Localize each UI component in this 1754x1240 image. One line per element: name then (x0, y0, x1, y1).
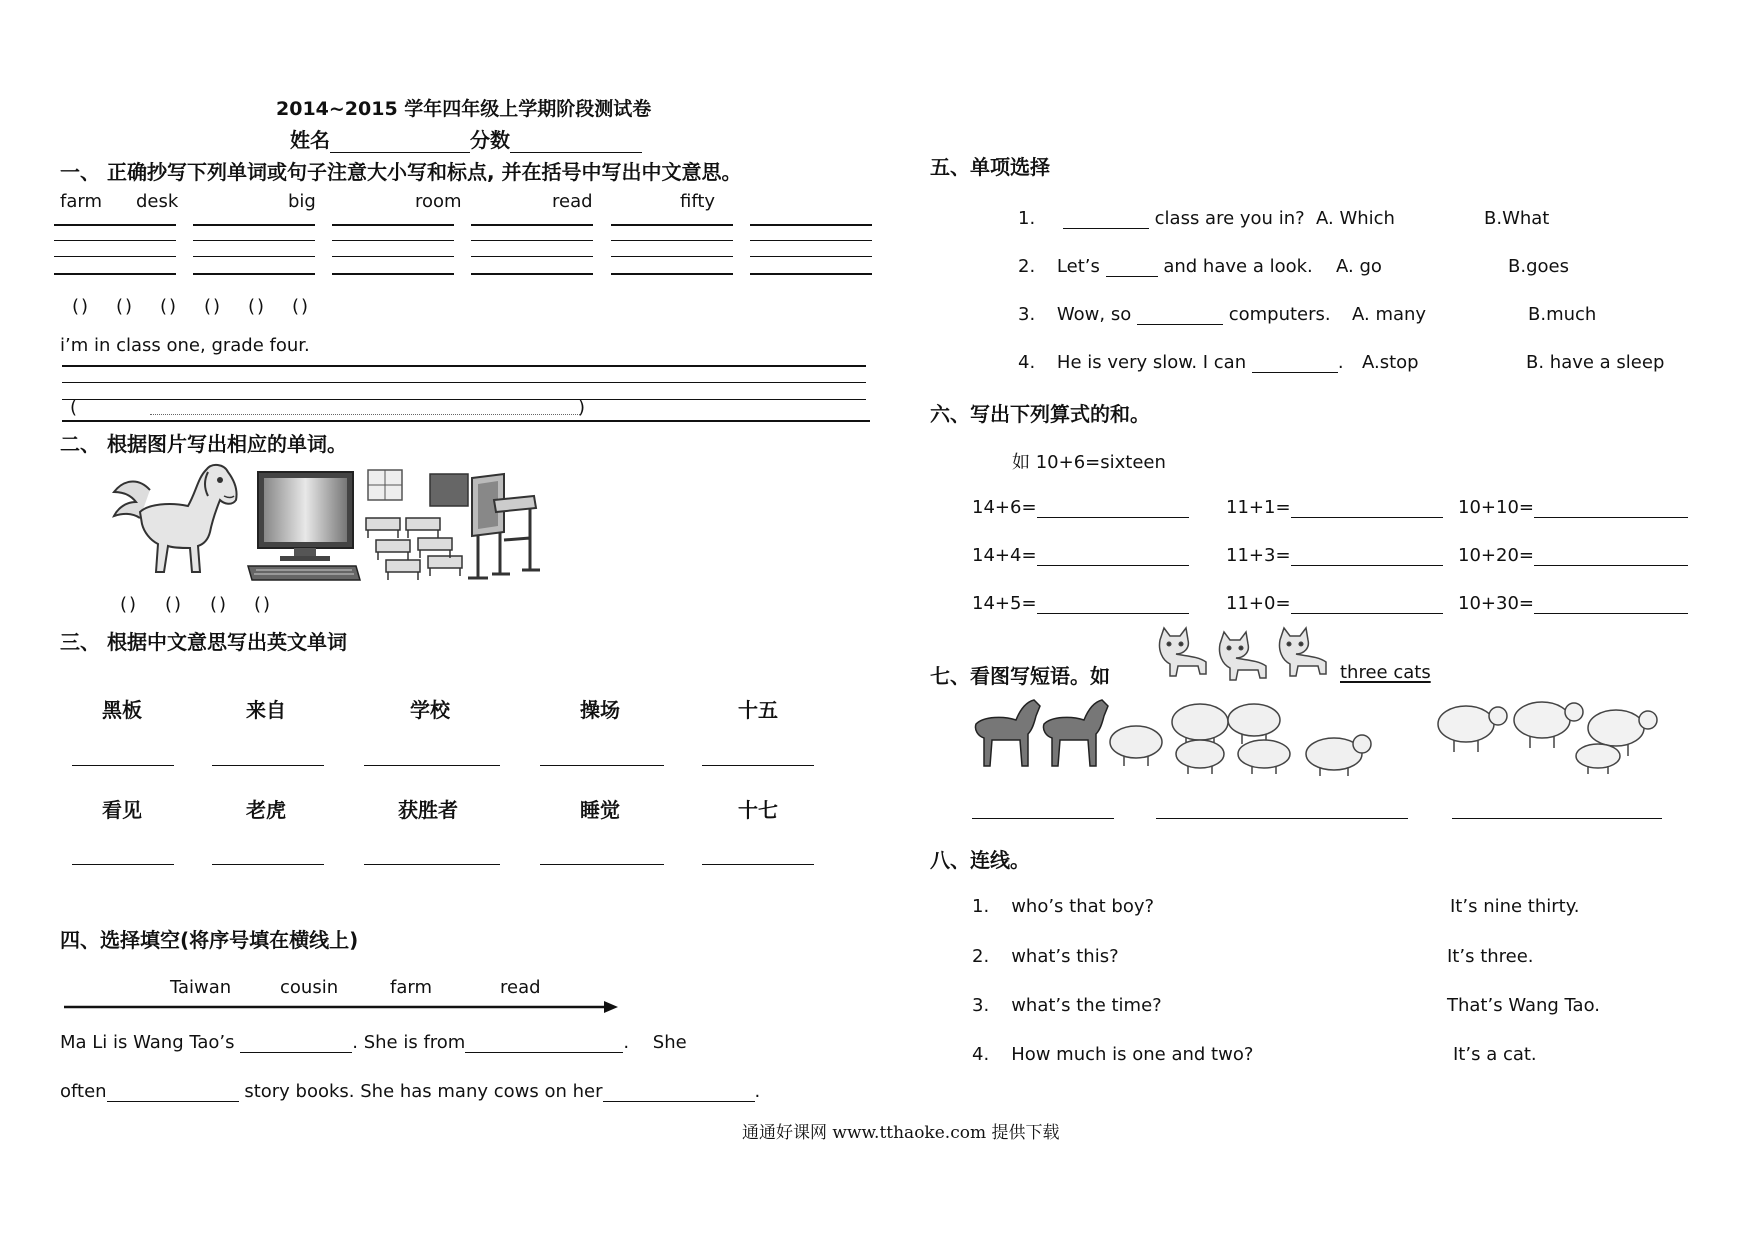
s6-blank[interactable] (1534, 595, 1688, 614)
s8-right-3[interactable]: That’s Wang Tao. (1447, 995, 1601, 1016)
s4-blank-2[interactable] (465, 1034, 623, 1053)
s1-paren-2[interactable]: () (116, 296, 135, 317)
s5-option-1a[interactable]: A. Which (1316, 208, 1395, 229)
page-title: 2014~2015 学年四年级上学期阶段测试卷 (276, 98, 652, 120)
s6-cell-1-1: 14+6= (972, 497, 1189, 518)
s4-sentence-2 (60, 1081, 760, 1102)
s8-left-3[interactable]: 3. what’s the time? (972, 995, 1162, 1016)
s6-cell-1-3: 10+10= (1458, 497, 1688, 518)
s6-cell-3-3: 10+30= (1458, 593, 1688, 614)
s1-paren-6[interactable]: () (292, 296, 311, 317)
s7-example-answer: three cats (1340, 662, 1431, 683)
section-5-heading: 五、单项选择 (930, 155, 1050, 179)
s5-blank-3[interactable] (1137, 306, 1223, 325)
s3-word-fifteen: 十五 (738, 698, 778, 722)
s4-option-taiwan: Taiwan (170, 977, 232, 998)
name-score-row (290, 124, 642, 153)
section-8-heading: 八、连线。 (930, 848, 1030, 872)
s3-word-blackboard: 黑板 (102, 698, 142, 722)
name-label: 姓名 (290, 128, 330, 152)
section-3-heading: 三、 根据中文意思写出英文单词 (60, 630, 347, 654)
s5-pre-2: Let’s (1056, 256, 1100, 277)
s6-blank[interactable] (1291, 547, 1443, 566)
s5-option-2a[interactable]: A. go (1336, 256, 1382, 277)
s4-option-cousin: cousin (280, 977, 339, 998)
s2-paren-2[interactable]: () (165, 594, 184, 615)
pigs-and-sheep-drawing (1104, 692, 1374, 778)
s4-line2-part-a: often (60, 1081, 107, 1102)
s5-option-4a[interactable]: A.stop (1362, 352, 1419, 373)
s3-word-playground: 操场 (580, 698, 620, 722)
s1-word-read: read (552, 191, 593, 212)
sheep-drawing (1436, 692, 1664, 776)
school-desk-chair-drawing (464, 474, 544, 586)
s6-cell-3-2: 11+0= (1226, 593, 1443, 614)
s5-num-1: 1. (1018, 208, 1036, 229)
s1-word-room: room (415, 191, 462, 212)
s5-text-1: class are you in? (1154, 208, 1305, 229)
cats-drawing (1150, 620, 1336, 682)
s4-blank-3[interactable] (107, 1083, 239, 1102)
s6-blank[interactable] (1291, 499, 1443, 518)
s4-sentence-1 (60, 1032, 687, 1053)
s6-blank[interactable] (1534, 499, 1688, 518)
s3-word-see: 看见 (102, 798, 142, 822)
s4-blank-1[interactable] (240, 1034, 352, 1053)
s1-paren-3[interactable]: () (160, 296, 179, 317)
s1-paren-close: ) (578, 397, 586, 418)
s5-pre-4: He is very slow. I can (1056, 352, 1247, 373)
s6-cell-2-3: 10+20= (1458, 545, 1688, 566)
s6-cell-2-2: 11+3= (1226, 545, 1443, 566)
s5-text-2: and have a look. (1163, 256, 1313, 277)
horses-drawing (970, 694, 1118, 774)
s6-example: 如 10+6=sixteen (1012, 452, 1166, 473)
s3-word-from: 来自 (246, 698, 286, 722)
s5-num-3: 3. (1018, 304, 1036, 325)
s5-text-3: computers. (1228, 304, 1331, 325)
s4-option-read: read (500, 977, 541, 998)
footer-text: 通通好课网 www.tthaoke.com 提供下载 (742, 1123, 1060, 1143)
s1-word-desk: desk (136, 191, 179, 212)
section-2-heading: 二、 根据图片写出相应的单词。 (60, 432, 347, 456)
s1-paren-open: ( (70, 397, 78, 418)
s5-option-2b[interactable]: B.goes (1508, 256, 1569, 277)
s1-word-big: big (288, 191, 316, 212)
s2-paren-1[interactable]: () (120, 594, 139, 615)
s4-line1-part-a: Ma Li is Wang Tao’s (60, 1032, 235, 1053)
s4-line2-part-b: story books. She has many cows on her (244, 1081, 603, 1102)
s5-text-4: . (1337, 352, 1344, 373)
classroom-desks-drawing (362, 468, 472, 583)
s3-word-school: 学校 (410, 698, 450, 722)
s8-right-2[interactable]: It’s three. (1447, 946, 1534, 967)
s4-line1-part-b: . She is from (352, 1032, 466, 1053)
s4-line1-part-c: . (623, 1032, 630, 1053)
s6-blank[interactable] (1291, 595, 1443, 614)
s5-blank-4[interactable] (1252, 354, 1338, 373)
s4-option-farm: farm (390, 977, 432, 998)
s6-cell-2-1: 14+4= (972, 545, 1189, 566)
score-blank[interactable] (510, 134, 642, 153)
s6-cell-1-2: 11+1= (1226, 497, 1443, 518)
s5-option-1b[interactable]: B.What (1484, 208, 1550, 229)
s6-blank[interactable] (1037, 595, 1189, 614)
s5-item-4 (1018, 352, 1344, 373)
s5-pre-3: Wow, so (1056, 304, 1132, 325)
s8-left-2[interactable]: 2. what’s this? (972, 946, 1119, 967)
s1-paren-1[interactable]: () (72, 296, 91, 317)
section-7-heading: 七、看图写短语。如 (930, 664, 1110, 688)
s8-right-1[interactable]: It’s nine thirty. (1450, 896, 1580, 917)
s1-paren-5[interactable]: () (248, 296, 267, 317)
s8-left-4[interactable]: 4. How much is one and two? (972, 1044, 1254, 1065)
s2-paren-4[interactable]: () (254, 594, 273, 615)
arrow-icon (64, 1000, 620, 1014)
name-blank[interactable] (330, 134, 470, 153)
s3-word-seventeen: 十七 (738, 798, 778, 822)
s1-word-fifty: fifty (680, 191, 716, 212)
s5-option-3a[interactable]: A. many (1352, 304, 1427, 325)
s4-line2-part-c: . (754, 1081, 761, 1102)
s6-cell-3-1: 14+5= (972, 593, 1189, 614)
score-label: 分数 (470, 128, 510, 152)
s6-blank[interactable] (1534, 547, 1688, 566)
section-6-heading: 六、写出下列算式的和。 (930, 402, 1150, 426)
s6-blank[interactable] (1037, 547, 1189, 566)
s6-blank[interactable] (1037, 499, 1189, 518)
s8-left-1[interactable]: 1. who’s that boy? (972, 896, 1155, 917)
s3-word-sleep: 睡觉 (580, 798, 620, 822)
s8-right-4[interactable]: It’s a cat. (1453, 1044, 1537, 1065)
s5-item-1 (1018, 208, 1305, 229)
s5-option-3b[interactable]: B.much (1528, 304, 1597, 325)
s5-num-4: 4. (1018, 352, 1036, 373)
s5-blank-2[interactable] (1106, 258, 1158, 277)
s2-paren-3[interactable]: () (210, 594, 229, 615)
s3-word-winner: 获胜者 (398, 798, 458, 822)
s1-paren-4[interactable]: () (204, 296, 223, 317)
s5-option-4b[interactable]: B. have a sleep (1526, 352, 1665, 373)
section-1-heading: 一、 正确抄写下列单词或句子注意大小写和标点, 并在括号中写出中文意思。 (60, 160, 742, 184)
s5-item-3 (1018, 304, 1331, 325)
section-4-heading: 四、选择填空(将序号填在横线上) (60, 928, 359, 952)
s4-line1-part-d: She (652, 1032, 687, 1053)
s3-word-tiger: 老虎 (246, 798, 286, 822)
s1-sentence: i’m in class one, grade four. (60, 335, 310, 356)
s5-blank-1[interactable] (1063, 210, 1149, 229)
horse-drawing (108, 462, 243, 582)
s4-blank-4[interactable] (603, 1083, 755, 1102)
s1-word-farm: farm (60, 191, 102, 212)
s5-item-2 (1018, 256, 1313, 277)
s5-num-2: 2. (1018, 256, 1036, 277)
computer-drawing (248, 470, 363, 582)
